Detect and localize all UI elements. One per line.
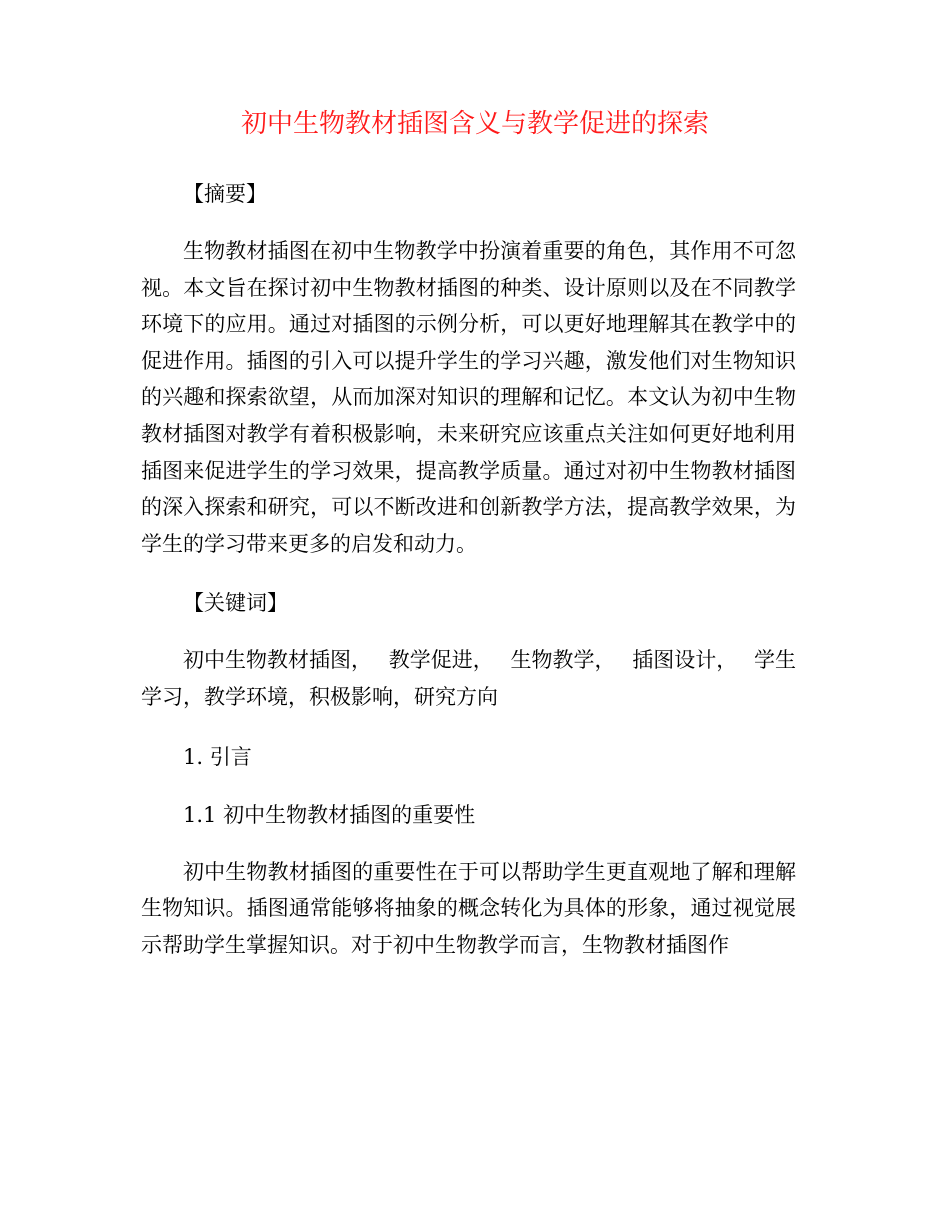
section-1-heading: 1. 引言 xyxy=(183,744,252,769)
keywords-line-2: 学习，教学环境，积极影响，研究方向 xyxy=(141,684,498,709)
keywords-line-1 xyxy=(141,642,796,679)
keyword-item: 初中生物教材插图， xyxy=(183,648,372,673)
keywords-heading: 【关键词】 xyxy=(183,591,288,616)
document-body xyxy=(141,175,796,963)
keyword-item: 学生 xyxy=(754,648,796,673)
abstract-heading: 【摘要】 xyxy=(183,182,267,206)
keyword-item: 生物教学， xyxy=(510,648,616,673)
document-title: 初中生物教材插图含义与教学促进的探索 xyxy=(240,109,709,139)
section-1-1-text: 初中生物教材插图的重要性在于可以帮助学生更直观地了解和理解生物知识。插图通常能够将抽象的概念转化为具体的形象，通过视觉展示帮助学生掌握知识。对于初中生物教学而言，生物教材插图作 xyxy=(141,859,796,957)
section-1-1-heading: 1.1 初中生物教材插图的重要性 xyxy=(183,802,476,827)
abstract-text: 生物教材插图在初中生物教学中扮演着重要的角色，其作用不可忽视。本文旨在探讨初中生物教材插图的种类、设计原则以及在不同教学环境下的应用。通过对插图的示例分析，可以更好地理解其在教学中的促进作用。插图的引入可以提升学生的学习兴趣，激发他们对生物知识的兴趣和探索欲望，从而加深对知识的理解和记忆。本文认为初中生物教材插图对教学有着积极影响，未来研究应该重点关注如何更好地利用插图来促进学生的学习效果，提高教学质量。通过对初中生物教材插图的深入探索和研究，可以不断改进和创新教学方法，提高教学效果，为学生的学习带来更多的启发和动力。 xyxy=(141,239,796,556)
keyword-item: 教学促进， xyxy=(388,648,494,673)
keyword-item: 插图设计， xyxy=(632,648,738,673)
